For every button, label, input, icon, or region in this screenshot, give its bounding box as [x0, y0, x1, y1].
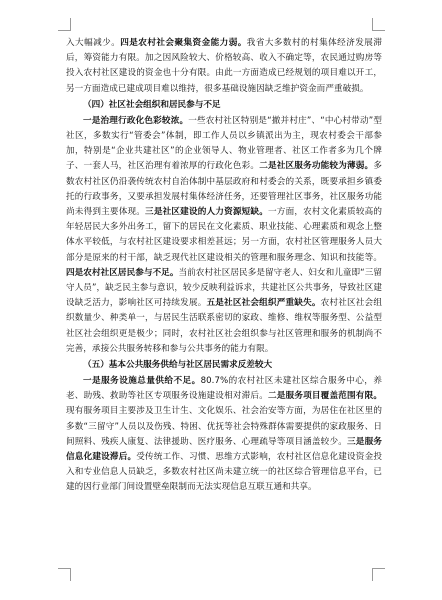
bold-lead-phrase: 五是社区社会组织严重缺失。	[206, 298, 321, 309]
section-heading	[66, 358, 382, 373]
bold-lead-phrase: （五）基本公共服务供给与社区居民需求反差较大	[83, 360, 273, 371]
crop-mark-bottom-right	[372, 568, 385, 581]
text-run: 一方面，农村文化素质较高的年轻居民大多外出务工，留下的居民在文化素质、职业技能、心理素质和观念上整体水平较低，与农村社区建设要求相差甚远；另一方面，农村社区管理服务人员大部分是原来的村干部，缺乏现代社区建设相关的管理和服务理念、知识和技能等。	[66, 207, 383, 263]
section-heading	[66, 98, 382, 113]
document-body	[66, 36, 382, 496]
crop-mark-top-left	[58, 18, 71, 31]
bold-lead-phrase: 二是社区服务功能较为薄弱。	[259, 161, 374, 172]
text-run: 多数农村社区仍沿袭传统农村自治体制中基层政府和村委会的关系，既要承担乡镇委托的行政事务，又要承担发展村集体经济任务，还要管理社区事务，社区服务功能尚未得到主要体现。	[66, 161, 382, 218]
text-run: 现有服务项目主要涉及卫生计生、文化娱乐、社会治安等方面，为居住在社区里的多数“三留守”人员以及伤残、特困、优抚等社会特殊群体需要提供的家政服务、日间照料、残疾人康复、法律援助、医疗服务、心理疏导等项目涵盖较少。	[66, 406, 382, 447]
bold-lead-phrase: 四是农村社区居民参与不足。	[66, 267, 179, 278]
crop-mark-top-right	[372, 18, 385, 31]
bold-lead-phrase: 三是社区建设的人力资源短缺。	[145, 207, 268, 218]
text-run: 我省大多数村的村集体经济发展滞后，筹资能力有限。加之因风险较大、价格较高、收入不确定等，农民通过购房等投入农村社区建设的资金也十分有限。由此一方面造成已经规划的项目难以开工，另一方面造成已建成项目难以维持，很多基础设施因缺乏维护资金而严重破损。	[66, 38, 382, 94]
bold-lead-phrase: 三是服务信息化建设滞后。	[66, 436, 383, 463]
text-run: 80.7%的农村社区未建社区综合服务中心，养老、助残、救助等社区专项服务设施建设相对滞后。	[66, 376, 382, 402]
text-run: 受传统工作、习惯、思维方式影响，农村社区信息化建设资金投入和专业信息人员缺乏，多数农村社区尚未建立统一的社区综合管理信息平台，已建的因行业部门间设置壁垒限制而无法实现信息互联互通和共享。	[66, 452, 383, 493]
bold-lead-phrase: 一是治理行政化色彩较浓。	[83, 115, 189, 126]
text-run: 当前农村社区居民多是留守老人、妇女和儿童即“三留守人员”，缺乏民主参与意识，较少反映利益诉求，共建社区公共事务，导致社区建设缺乏活力，影响社区可持续发展。	[66, 267, 382, 309]
bold-lead-phrase: 四是农村社会聚集资金能力弱。	[120, 38, 247, 48]
text-run: 一些农村社区特别是“撤并村庄”、“中心村带动”型社区，多数实行“管委会”体制，即工作人员以乡镇派出为主，现农村委会干部参加，特别是“企业共建社区”的企业领导人、物业管理者、社区工作者多为几个牌子、一套人马，社区治理有着浓厚的行政化色彩。	[66, 115, 382, 172]
paragraph	[66, 36, 382, 97]
bold-lead-phrase: 一是服务设施总量供给不足。	[83, 376, 201, 387]
crop-mark-bottom-left	[58, 568, 71, 581]
bold-lead-phrase: （四）社区社会组织和居民参与不足	[83, 99, 221, 110]
paragraph	[66, 114, 382, 357]
paragraph	[66, 374, 382, 496]
bold-lead-phrase: 二是服务项目覆盖范围有限。	[267, 391, 383, 402]
text-run: 入大幅减少。	[66, 38, 121, 48]
text-run: 农村社区社会组织数量少、种类单一，与居民生活联系密切的家政、维修、维权等服务型、公益型社区社会组织更是极少；同时，农村社区社会组织参与社区管理和服务的机制尚不完善，承接公共服务转移和参与公共事务的能力有限。	[66, 298, 382, 354]
